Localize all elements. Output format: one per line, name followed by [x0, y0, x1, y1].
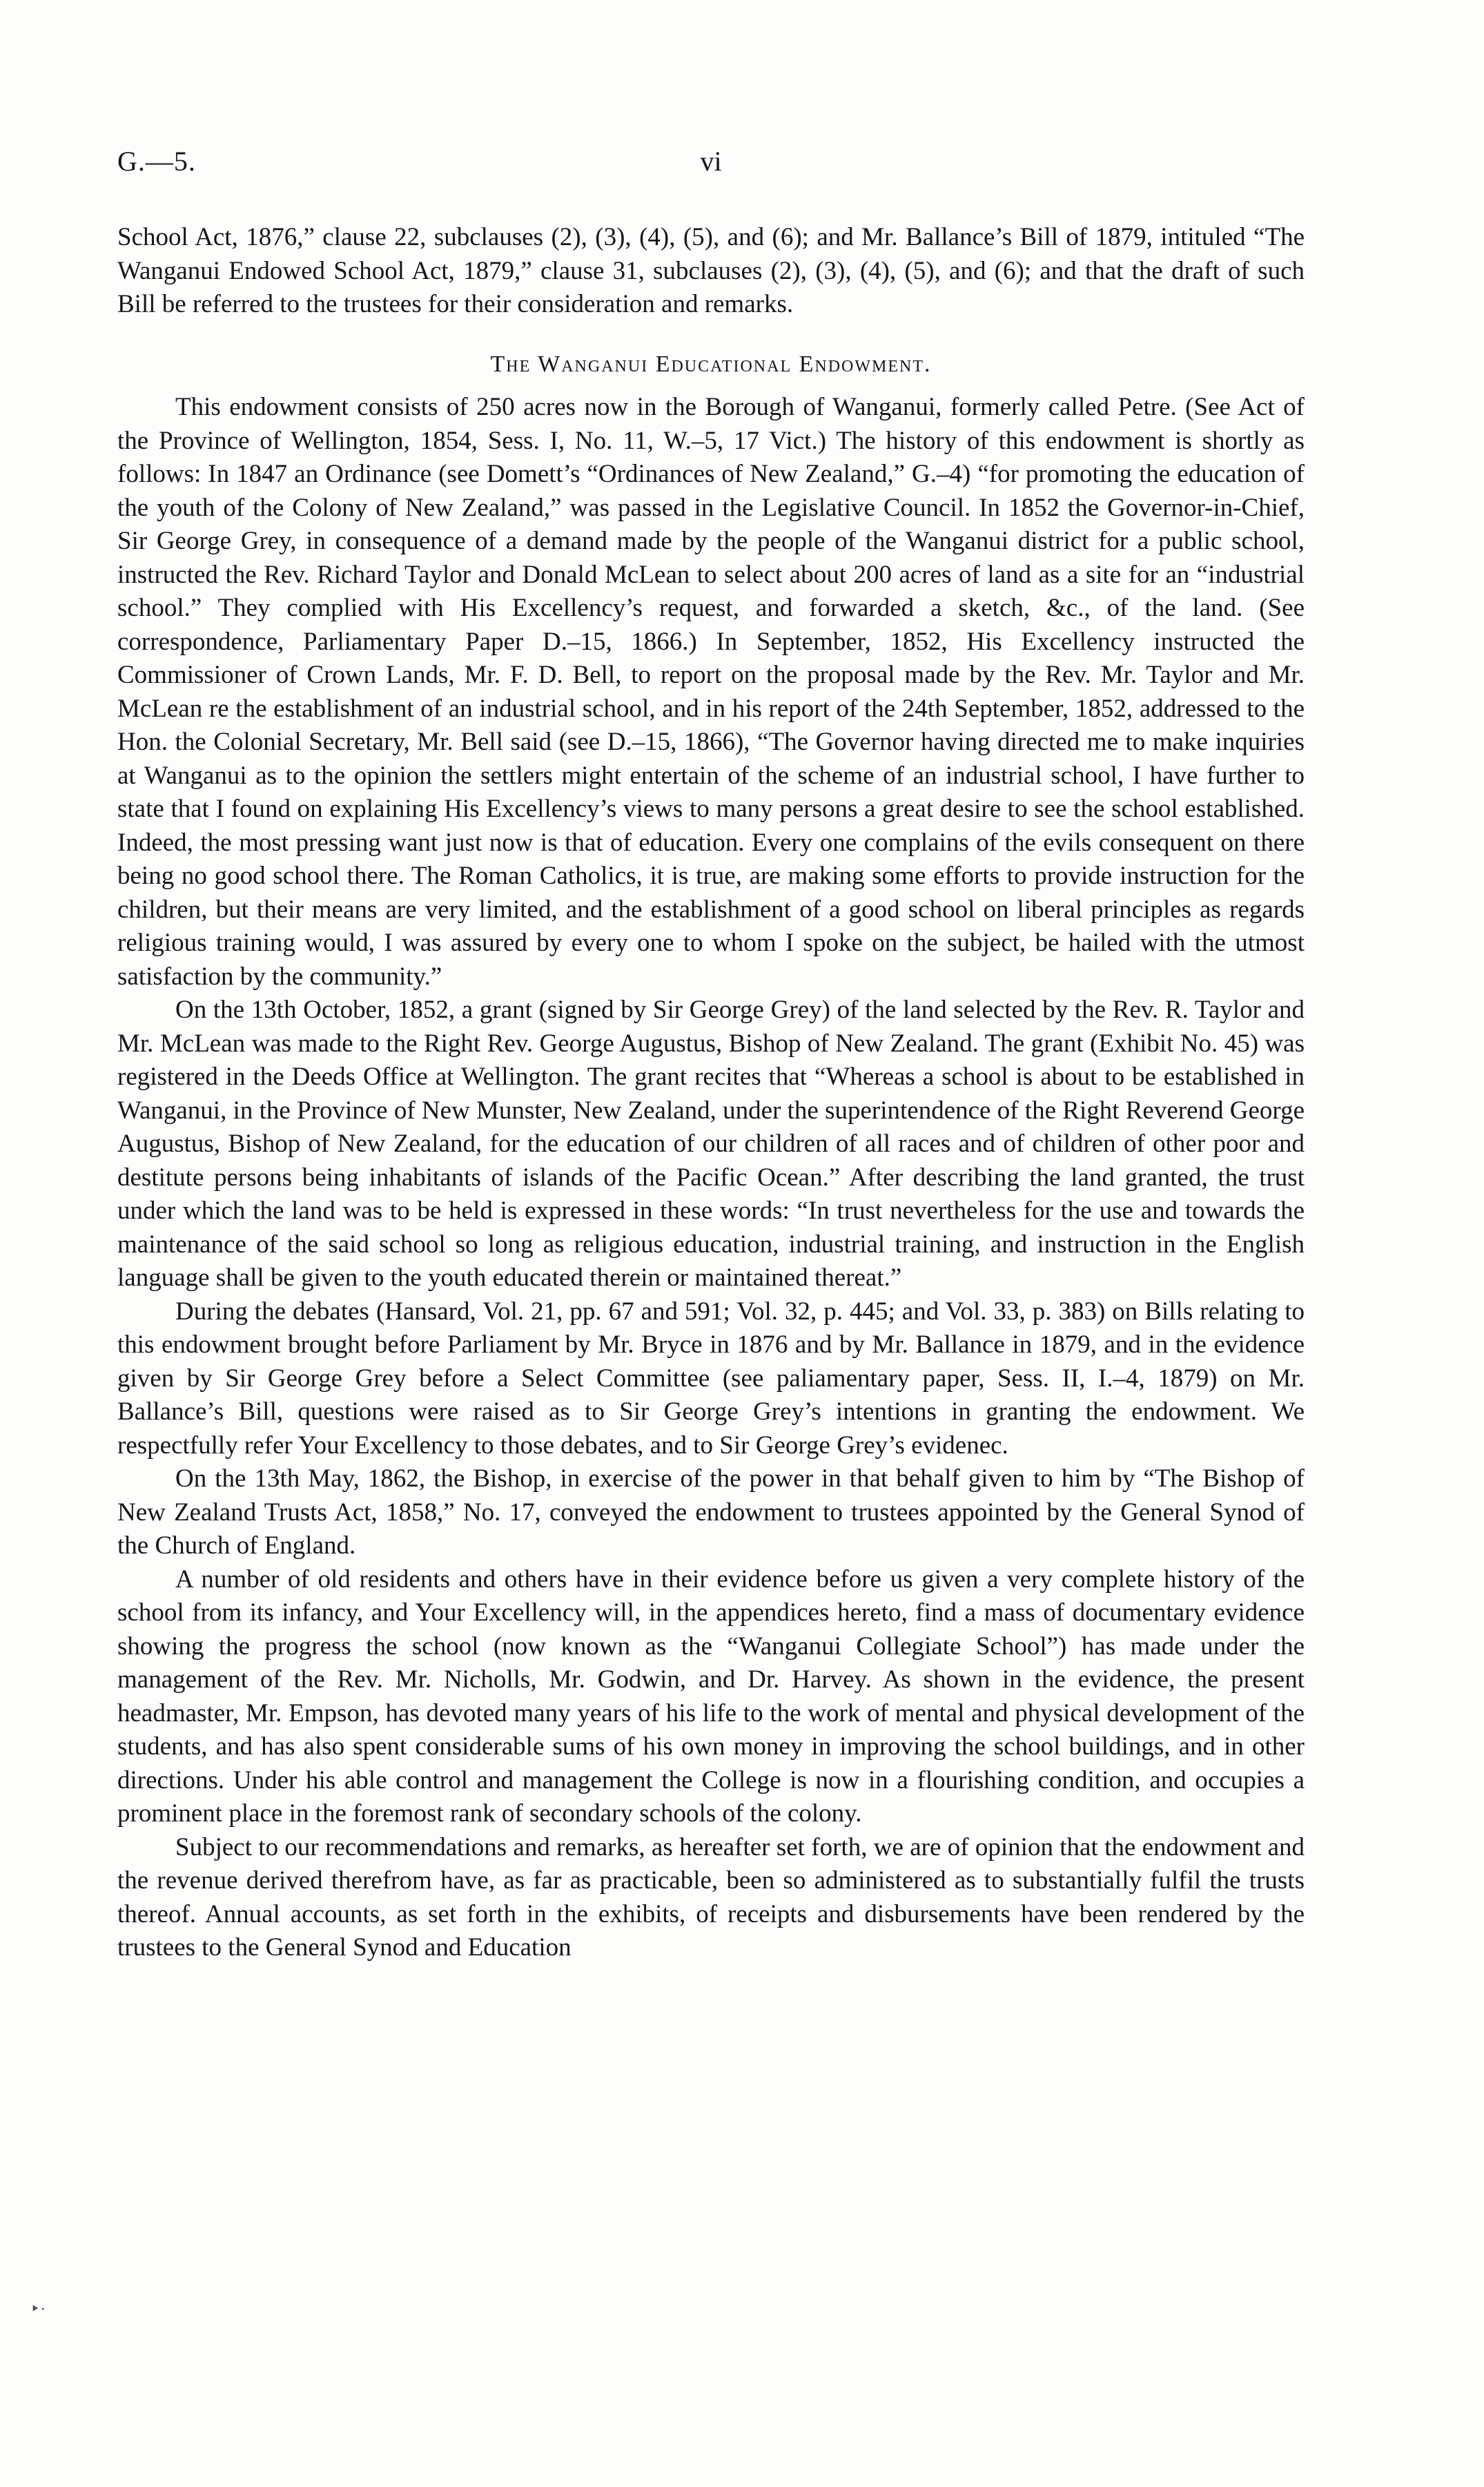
page-number: vi — [700, 146, 722, 177]
paragraph-endowment-history: This endowment consists of 250 acres now in the Borough of Wanganui, formerly called Petre. (See Act of the Province of Wellington, 1854, Sess. I, No. 11, W.–5, 17 Vict.) The history of this endowment is shortly as follows: In 1847 an Ordinance (see Domett’s “Ordinances of New Zealand,” G.–4) “for promoting the education of the youth of the Colony of New Zealand,” was passed in the Legislative Council. In 1852 the Governor-in-Chief, Sir George Grey, in consequence of a demand made by the people of the Wanganui district for a public school, instructed the Rev. Richard Taylor and Donald McLean to select about 200 acres of land as a site for an “industrial school.” They complied with His Excellency’s request, and forwarded a sketch, &c., of the land. (See correspondence, Parliamentary Paper D.–15, 1866.) In September, 1852, His Excellency instructed the Commissioner of Crown Lands, Mr. F. D. Bell, to report on the proposal made by the Rev. Mr. Taylor and Mr. McLean re the establishment of an industrial school, and in his report of the 24th September, 1852, addressed to the Hon. the Colonial Secretary, Mr. Bell said (see D.–15, 1866), “The Governor having directed me to make inquiries at Wanganui as to the opinion the settlers might entertain of the scheme of an industrial school, I have further to state that I found on explaining His Excellency’s views to many persons a great desire to see the school established. Indeed, the most pressing want just now is that of education. Every one complains of the evils consequent on there being no good school there. The Roman Catholics, it is true, are making some efforts to provide instruction for the children, but their means are very limited, and the establishment of a good school on liberal principles as regards religious training would, I was assured by every one to whom I spoke on the subject, be hailed with the utmost satisfaction by the community.” — [117, 393, 1305, 991]
paragraph-trustees: On the 13th May, 1862, the Bishop, in exercise of the power in that behalf given to him by “The Bishop of New Zealand Trusts Act, 1858,” No. 17, conveyed the endowment to trustees appointed by the General Synod of the Church of England. — [117, 1464, 1305, 1560]
paragraph-conclusion: Subject to our recommendations and remarks, as hereafter set forth, we are of opinion that the endowment and the revenue derived therefrom have, as far as practicable, been so administered as to substantially fulfil the trusts thereof. Annual accounts, as set forth in the exhibits, of receipts and disbursements have been rendered by the trustees to the General Synod and Education — [117, 1832, 1305, 1962]
margin-mark: ‣· — [30, 2301, 46, 2319]
page-header — [117, 145, 1305, 186]
paragraph-debates: During the debates (Hansard, Vol. 21, pp. 67 and 591; Vol. 32, p. 445; and Vol. 33, p. 383) on Bills relating to this endowment brought before Parliament by Mr. Bryce in 1876 and by Mr. Ballance in 1879, and in the evidence given by Sir George Grey before a Select Committee (see paliamentary paper, Sess. II, I.–4, 1879) on Mr. Ballance’s Bill, questions were raised as to Sir George Grey’s intentions in granting the endowment. We respectfully refer Your Excellency to those debates, and to Sir George Grey’s evidenec. — [117, 1297, 1305, 1460]
paragraph-grant: On the 13th October, 1852, a grant (signed by Sir George Grey) of the land selected by the Rev. R. Taylor and Mr. McLean was made to the Right Rev. George Augustus, Bishop of New Zealand. The grant (Exhibit No. 45) was registered in the Deeds Office at Wellington. The grant recites that “Whereas a school is about to be established in Wanganui, in the Province of New Munster, New Zealand, under the superintendence of the Right Reverend George Augustus, Bishop of New Zealand, for the education of our children of all races and of children of other poor and destitute persons being inhabitants of islands of the Pacific Ocean.” After describing the land granted, the trust under which the land was to be held is expressed in these words: “In trust nevertheless for the use and towards the maintenance of the said school so long as religious education, industrial training, and instruction in the English language shall be given to the youth educated therein or maintained thereat.” — [117, 996, 1305, 1292]
paragraph-continuation: School Act, 1876,” clause 22, subclauses (2), (3), (4), (5), and (6); and Mr. Ballance’s Bill of 1879, intituled “The Wanganui Endowed School Act, 1879,” clause 31, subclauses (2), (3), (4), (5), and (6); and that the draft of such Bill be referred to the trustees for their consideration and remarks. — [117, 223, 1305, 318]
document-reference: G.—5. — [117, 146, 196, 177]
body-text — [117, 221, 1305, 1965]
paragraph-school-history: A number of old residents and others have in their evidence before us given a very complete history of the school from its infancy, and Your Excellency will, in the appendices hereto, find a mass of documentary evidence showing the progress the school (now known as the “Wanganui Collegiate School”) has made under the management of the Rev. Mr. Nicholls, Mr. Godwin, and Dr. Harvey. As shown in the evidence, the present headmaster, Mr. Empson, has devoted many years of his life to the work of mental and physical development of the students, and has also spent considerable sums of his own money in improving the school buildings, and in other directions. Under his able control and management the College is now in a flourishing condition, and occupies a prominent place in the foremost rank of secondary schools of the colony. — [117, 1565, 1305, 1828]
section-heading: The Wanganui Educational Endowment. — [490, 351, 932, 377]
